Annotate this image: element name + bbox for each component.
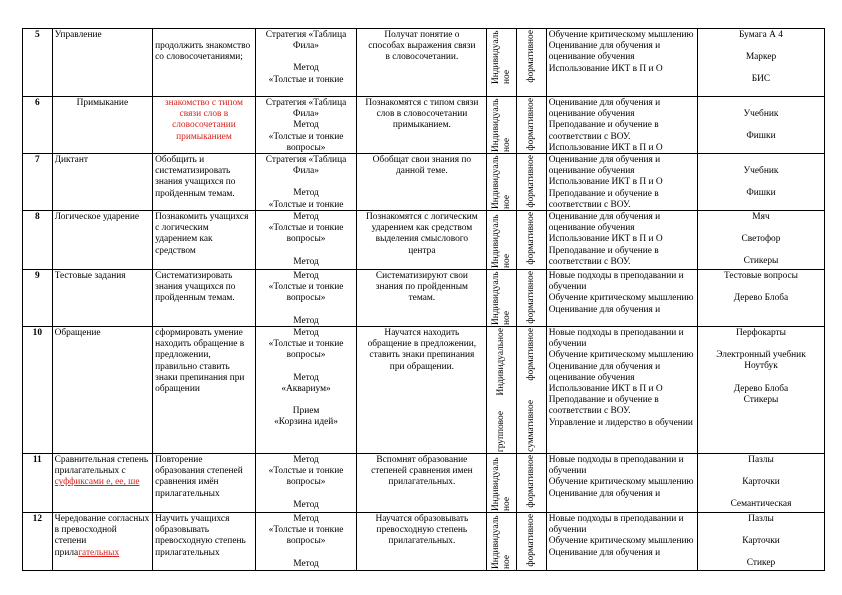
lesson-topic xyxy=(52,211,153,270)
method-line xyxy=(258,305,355,316)
work-form-text: Индивидуальное xyxy=(490,457,512,511)
work-form-wrap xyxy=(489,455,514,511)
method-line: Прием xyxy=(292,406,320,417)
teaching-approaches xyxy=(546,97,697,154)
lesson-method xyxy=(255,154,357,211)
method-line: Метод xyxy=(293,328,319,338)
resource-line xyxy=(700,373,822,384)
work-form-wrap xyxy=(489,30,514,84)
approach-item: Обучение критическому мышлению xyxy=(548,350,694,361)
resources xyxy=(697,97,824,154)
row-number-text: 9 xyxy=(34,271,40,281)
method-line: Метод xyxy=(293,256,319,267)
method-line: вопросы» xyxy=(286,142,326,152)
method-line: Метод xyxy=(293,315,319,325)
assessment-text: формативное xyxy=(525,30,536,83)
lesson-topic-text: Логическое ударение xyxy=(54,212,140,222)
resources xyxy=(697,513,824,571)
method-line: «Толстые и тонкие xyxy=(268,525,344,536)
table-row xyxy=(23,154,825,211)
expected-result-text: Научатся образовывать превосходную степень прилагательных. xyxy=(375,514,469,547)
lesson-method xyxy=(255,270,357,327)
row-number xyxy=(23,97,53,154)
assessment-type xyxy=(517,154,547,211)
row-number xyxy=(23,454,53,513)
lesson-method-text xyxy=(258,328,355,452)
expected-result xyxy=(357,29,487,97)
approach-item: Обучение критическому мышлению xyxy=(548,477,694,488)
approach-item: Оценивание для обучения и оценивание обучения xyxy=(548,212,661,234)
lesson-topic xyxy=(52,29,153,97)
expected-result-text: Систематизируют свои знания по пройденным темам. xyxy=(375,271,468,304)
work-form xyxy=(487,327,517,454)
resources-text xyxy=(700,328,822,452)
assessment-text-2: суммативное xyxy=(525,400,536,452)
approach-item: Использование ИКТ в П и О xyxy=(548,63,663,74)
method-line: «Толстые и тонкие xyxy=(268,199,344,209)
assessment-type xyxy=(517,97,547,154)
lesson-goal xyxy=(153,454,256,513)
lesson-plan-table xyxy=(22,28,825,571)
approach-item: Использование ИКТ в П и О xyxy=(548,384,663,395)
resource-line: Учебник xyxy=(743,109,779,119)
lesson-goal-text: знакомство с типом связи слов в словосочетании примыканием xyxy=(164,98,243,142)
lesson-method xyxy=(255,454,357,513)
row-number-text: 11 xyxy=(32,455,42,465)
method-line: вопросы» xyxy=(286,350,326,361)
approach-item: Оценивание для обучения и xyxy=(548,488,661,499)
approach-item: Управление и лидерство в обучении xyxy=(548,417,693,428)
method-line: Метод xyxy=(293,558,319,569)
resources xyxy=(697,29,824,97)
resource-line: Электронный учебник xyxy=(716,350,806,361)
assessment-text: формативное xyxy=(525,212,536,265)
method-line xyxy=(258,177,355,188)
method-line: «Корзина идей» xyxy=(274,417,338,428)
work-form xyxy=(487,29,517,97)
method-line: Метод xyxy=(293,455,319,465)
assessment-type xyxy=(517,454,547,513)
resource-line: Перфокарты xyxy=(736,328,786,338)
resource-line: Пазлы xyxy=(748,514,774,524)
expected-result xyxy=(357,270,487,327)
lesson-topic-text: Тестовые задания xyxy=(54,271,126,281)
approach-item: Оценивание для обучения и оценивание обучения xyxy=(548,361,661,383)
lesson-topic-part-red: гательных xyxy=(78,547,120,558)
lesson-topic-text: Управление xyxy=(54,30,102,40)
row-number-text: 12 xyxy=(32,514,42,524)
table-row xyxy=(23,327,825,454)
row-number xyxy=(23,154,53,211)
assessment-wrap xyxy=(519,328,544,452)
method-line: «Аквариум» xyxy=(281,383,331,394)
lesson-topic-text: Диктант xyxy=(54,155,88,165)
expected-result xyxy=(357,97,487,154)
lesson-topic xyxy=(52,97,153,154)
method-line: «Толстые и тонкие xyxy=(268,339,344,350)
resource-line: Семантическая xyxy=(730,499,792,510)
resource-line: Дерево Блоба xyxy=(733,293,789,304)
lesson-goal xyxy=(153,97,256,154)
resource-line: Учебник xyxy=(743,166,779,176)
lesson-topic-text: Примыкание xyxy=(76,98,129,108)
lesson-goal-text: продолжить знакомство со словосочетаниями; xyxy=(155,41,251,63)
resource-line xyxy=(700,223,822,234)
lesson-topic-text xyxy=(55,455,151,511)
assessment-wrap xyxy=(519,271,544,325)
row-number-text: 10 xyxy=(32,328,42,338)
method-line: «Толстые и тонкие xyxy=(268,131,344,142)
teaching-approaches xyxy=(546,454,697,513)
lesson-goal xyxy=(153,327,256,454)
row-number-text: 8 xyxy=(34,212,40,222)
method-line xyxy=(258,52,355,63)
resource-line xyxy=(700,155,822,166)
lesson-topic-part-red: суффиксами е, ее, ше xyxy=(54,477,140,488)
lesson-topic xyxy=(52,270,153,327)
expected-result-text: Научатся находить обращение в предложении, ставить знаки препинания при обращении. xyxy=(367,328,477,372)
row-number xyxy=(23,211,53,270)
row-number-text: 6 xyxy=(34,98,40,108)
method-line: Метод xyxy=(293,499,319,510)
work-form-wrap xyxy=(489,98,514,152)
lesson-method-text xyxy=(258,514,355,569)
work-form xyxy=(487,97,517,154)
resource-line: Бумага А 4 xyxy=(739,30,783,40)
resources xyxy=(697,270,824,327)
method-line: вопросы» xyxy=(286,234,326,245)
teaching-approaches-text xyxy=(549,455,695,511)
method-line: Стратегия «Таблица Фила» xyxy=(265,155,347,177)
resource-line: Карточки xyxy=(742,536,780,547)
lesson-topic-text xyxy=(55,514,151,569)
resource-line xyxy=(700,547,822,558)
method-line: вопросы» xyxy=(286,477,326,488)
method-line: Стратегия «Таблица Фила» xyxy=(265,98,347,120)
lesson-topic xyxy=(52,327,153,454)
resource-line: Фишки xyxy=(746,188,776,199)
resources-text xyxy=(700,271,822,325)
lesson-method-text xyxy=(258,30,355,84)
lesson-method-text xyxy=(258,98,355,152)
method-line xyxy=(258,489,355,500)
assessment-text: формативное xyxy=(525,155,536,208)
lesson-method xyxy=(255,327,357,454)
lesson-topic-part: Сравнительная степень прилагательных с xyxy=(54,455,149,477)
method-line xyxy=(258,362,355,373)
approach-item: Использование ИКТ в П и О xyxy=(548,234,663,245)
method-line: «Толстые и тонкие xyxy=(268,466,344,477)
method-line: Метод xyxy=(293,372,319,383)
work-form xyxy=(487,513,517,571)
lesson-goal-text: Повторение образования степеней сравнения имён прилагательных xyxy=(155,455,243,499)
expected-result-text: Обобщат свои знания по данной теме. xyxy=(372,155,472,177)
assessment-wrap xyxy=(519,98,544,152)
work-form-wrap xyxy=(489,514,514,569)
resources-text xyxy=(700,30,822,84)
approach-item: Преподавание и обучение в соответствии с ВОУ. xyxy=(548,188,659,209)
teaching-approaches xyxy=(546,513,697,571)
resource-line xyxy=(700,282,822,293)
approach-item: Преподавание и обучение в соответствии с ВОУ. xyxy=(548,395,659,417)
work-form-text: Индивидуальное xyxy=(496,328,507,396)
lesson-goal xyxy=(153,270,256,327)
resource-line: БИС xyxy=(751,74,771,84)
resource-line: Стикер xyxy=(746,558,776,569)
resource-line xyxy=(700,525,822,536)
approach-item: Использование ИКТ в П и О xyxy=(548,177,663,188)
resources-text xyxy=(700,514,822,569)
expected-result xyxy=(357,211,487,270)
work-form-wrap xyxy=(489,328,514,452)
assessment-type xyxy=(517,327,547,454)
resource-line: Карточки xyxy=(742,477,780,488)
expected-result-text: Вспомнят образование степеней сравнения имен прилагательных. xyxy=(371,455,473,488)
assessment-type xyxy=(517,270,547,327)
assessment-wrap xyxy=(519,455,544,511)
approach-item: Преподавание и обучение в соответствии с ВОУ. xyxy=(548,245,659,267)
method-line: «Толстые и тонкие xyxy=(268,282,344,293)
lesson-goal-text: Систематизировать знания учащихся по пройденным темам. xyxy=(155,271,236,304)
assessment-text: формативное xyxy=(525,455,536,508)
assessment-type xyxy=(517,29,547,97)
approach-item: Преподавание и обучение в соответствии с ВОУ. xyxy=(548,120,659,142)
method-line xyxy=(258,246,355,257)
approach-item: Оценивание для обучения и оценивание обучения xyxy=(548,155,661,177)
expected-result-text: Познакомятся с типом связи слов в словосочетании примыканием. xyxy=(365,98,479,131)
lesson-topic xyxy=(52,513,153,571)
assessment-text: формативное xyxy=(525,98,536,151)
approach-item: Оценивание для обучения и оценивание обучения xyxy=(548,41,661,63)
table-row xyxy=(23,513,825,571)
teaching-approaches-text xyxy=(549,514,695,569)
assessment-wrap xyxy=(519,155,544,209)
row-number xyxy=(23,29,53,97)
resource-line: Фишки xyxy=(746,131,776,142)
table-body xyxy=(23,29,825,571)
expected-result xyxy=(357,513,487,571)
lesson-topic xyxy=(52,454,153,513)
work-form-wrap xyxy=(489,271,514,325)
approach-item: Новые подходы в преподавании и обучении xyxy=(548,271,684,293)
resources-text xyxy=(700,155,822,209)
teaching-approaches-text xyxy=(549,30,695,84)
table-row xyxy=(23,211,825,270)
work-form-wrap xyxy=(489,155,514,209)
resource-line: Тестовые вопросы xyxy=(724,271,798,281)
teaching-approaches-text xyxy=(549,271,695,325)
teaching-approaches-text xyxy=(549,155,695,209)
assessment-type xyxy=(517,513,547,571)
method-line: Метод xyxy=(293,271,319,281)
work-form-text: Индивидуальное xyxy=(490,214,512,268)
work-form-wrap xyxy=(489,212,514,268)
resource-line: Стикеры xyxy=(743,256,779,267)
row-number xyxy=(23,270,53,327)
work-form xyxy=(487,211,517,270)
assessment-type xyxy=(517,211,547,270)
lesson-goal-text: Обобщить и систематизировать знания учащихся по пройденным темам. xyxy=(155,155,236,199)
resources xyxy=(697,454,824,513)
approach-item: Обучение критическому мышлению xyxy=(548,293,694,304)
resource-line xyxy=(700,466,822,477)
resources xyxy=(697,327,824,454)
approach-item: Обучение критическому мышлению xyxy=(548,30,694,40)
teaching-approaches-text xyxy=(549,98,695,152)
lesson-method-text xyxy=(258,271,355,325)
resources xyxy=(697,211,824,270)
expected-result xyxy=(357,454,487,513)
teaching-approaches xyxy=(546,154,697,211)
resource-line xyxy=(700,339,822,350)
lesson-goal xyxy=(153,513,256,571)
lesson-method xyxy=(255,513,357,571)
method-line: Стратегия «Таблица Фила» xyxy=(265,30,347,52)
resource-line xyxy=(700,41,822,52)
teaching-approaches xyxy=(546,270,697,327)
resource-line: Маркер xyxy=(745,52,777,63)
resources-text xyxy=(700,212,822,268)
lesson-goal-text: Научить учащихся образовывать превосходную степень прилагательных xyxy=(155,514,246,558)
row-number xyxy=(23,513,53,571)
lesson-topic-text: Обращение xyxy=(54,328,101,338)
method-line: Метод xyxy=(293,514,319,524)
row-number-text: 7 xyxy=(34,155,40,165)
assessment-wrap xyxy=(519,514,544,569)
method-line xyxy=(258,548,355,559)
resource-line: Пазлы xyxy=(748,455,774,465)
method-line: «Толстые и тонкие xyxy=(268,223,344,234)
method-line: «Толстые и тонкие xyxy=(268,74,344,84)
expected-result xyxy=(357,327,487,454)
resources-text xyxy=(700,98,822,152)
expected-result xyxy=(357,154,487,211)
teaching-approaches-text xyxy=(549,212,695,268)
resource-line xyxy=(700,488,822,499)
work-form-text: Индивидуальное xyxy=(490,98,512,152)
resource-line: Светофор xyxy=(741,234,781,245)
resource-line xyxy=(700,120,822,131)
method-line: Метод xyxy=(293,120,319,131)
lesson-method-text xyxy=(258,155,355,209)
work-form xyxy=(487,454,517,513)
resources xyxy=(697,154,824,211)
approach-item: Новые подходы в преподавании и обучении xyxy=(548,455,684,477)
teaching-approaches xyxy=(546,211,697,270)
row-number xyxy=(23,327,53,454)
expected-result-text: Получат понятие о способах выражения связи в словосочетании. xyxy=(368,30,476,63)
teaching-approaches xyxy=(546,29,697,97)
work-form-text-2: групповое xyxy=(496,410,507,452)
lesson-method-text xyxy=(258,455,355,511)
work-form xyxy=(487,154,517,211)
lesson-method-text xyxy=(258,212,355,268)
resource-line: Стикеры xyxy=(743,394,779,405)
table-row xyxy=(23,270,825,327)
resource-line xyxy=(700,98,822,109)
approach-item: Новые подходы в преподавании и обучении xyxy=(548,514,684,536)
lesson-goal-text: сформировать умение находить обращение в предложении, правильно ставить знаки препинания при обращении xyxy=(155,328,245,395)
resource-line xyxy=(700,245,822,256)
lesson-method xyxy=(255,211,357,270)
lesson-goal-text: Познакомить учащихся с логическим ударением как средством xyxy=(155,212,249,256)
method-line: Метод xyxy=(293,63,319,74)
teaching-approaches-text xyxy=(549,328,695,452)
assessment-text: формативное xyxy=(525,328,536,381)
method-line: Метод xyxy=(293,188,319,199)
resource-line xyxy=(700,177,822,188)
work-form-text: Индивидуальное xyxy=(490,30,512,84)
resources-text xyxy=(700,455,822,511)
work-form xyxy=(487,270,517,327)
resource-line: Дерево Блоба xyxy=(733,383,789,394)
assessment-wrap xyxy=(519,212,544,268)
table-row xyxy=(23,29,825,97)
assessment-wrap xyxy=(519,30,544,84)
approach-item: Использование ИКТ в П и О xyxy=(548,142,663,152)
approach-item: Оценивание для обучения и xyxy=(548,547,661,558)
approach-item: Оценивание для обучения и оценивание обучения xyxy=(548,98,661,120)
expected-result-text: Познакомятся с логическим ударением как средством выделения смыслового центра xyxy=(366,212,478,256)
work-form-text: Индивидуальное xyxy=(490,155,512,209)
assessment-text: формативное xyxy=(525,514,536,567)
approach-item: Оценивание для обучения и xyxy=(548,304,661,315)
method-line xyxy=(258,395,355,406)
row-number-text: 5 xyxy=(34,30,40,40)
teaching-approaches xyxy=(546,327,697,454)
lesson-goal xyxy=(153,29,256,97)
approach-item: Обучение критическому мышлению xyxy=(548,536,694,547)
work-form-text: Индивидуальное xyxy=(490,515,512,569)
lesson-method xyxy=(255,97,357,154)
lesson-method xyxy=(255,29,357,97)
work-form-text: Индивидуальное xyxy=(490,271,512,325)
table-row xyxy=(23,454,825,513)
lesson-topic-part: Чередование согласных в превосходной степени прила xyxy=(54,514,150,558)
resource-line: Мяч xyxy=(752,212,770,222)
method-line: вопросы» xyxy=(286,293,326,304)
approach-item: Новые подходы в преподавании и обучении xyxy=(548,328,684,350)
lesson-topic xyxy=(52,154,153,211)
assessment-text: формативное xyxy=(525,271,536,324)
method-line: вопросы» xyxy=(286,536,326,547)
method-line: Метод xyxy=(293,212,319,222)
lesson-goal xyxy=(153,154,256,211)
table-row xyxy=(23,97,825,154)
resource-line xyxy=(700,63,822,74)
resource-line: Ноутбук xyxy=(744,361,778,372)
lesson-goal xyxy=(153,211,256,270)
